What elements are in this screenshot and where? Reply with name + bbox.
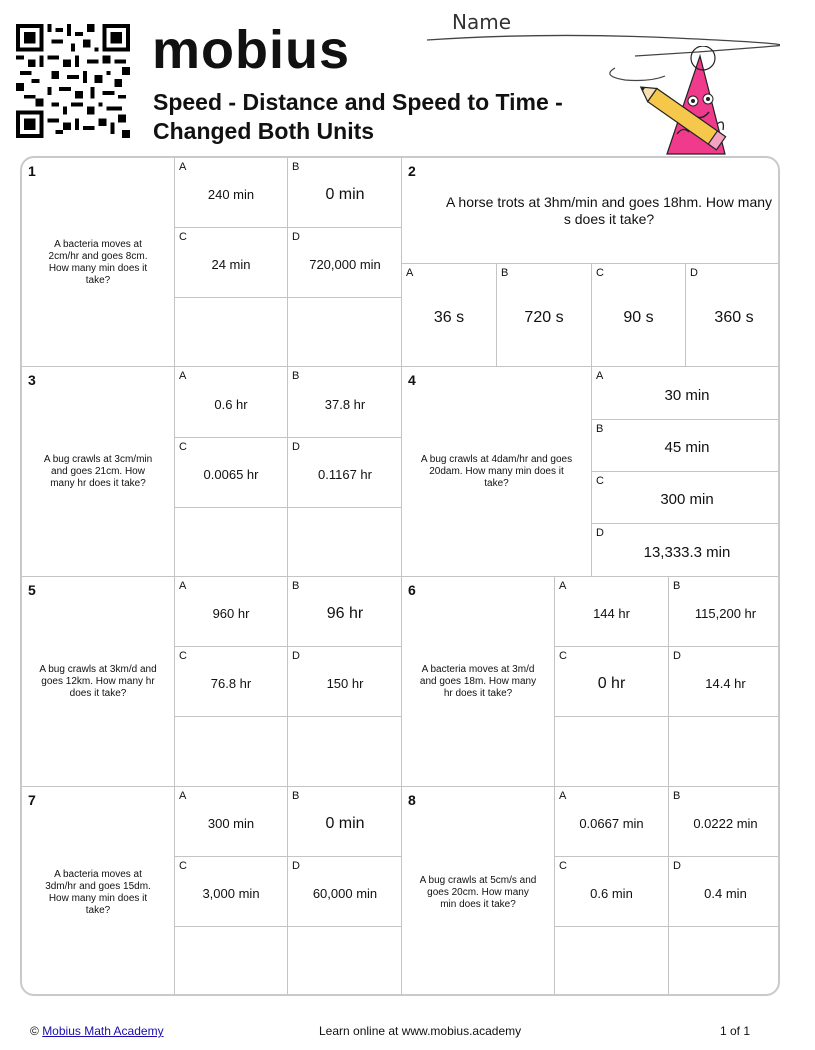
working-space	[554, 716, 668, 787]
answer-a[interactable]	[554, 787, 668, 856]
answer-a[interactable]	[174, 158, 287, 227]
problem-number: 7	[28, 792, 36, 808]
working-space	[287, 507, 402, 577]
question-text: A bacteria moves at 3m/d and goes 18m. How many hr does it take?	[419, 664, 537, 699]
working-space	[174, 716, 287, 787]
answer-value: 0.6 hr	[214, 396, 248, 412]
option-letter: C	[179, 231, 187, 243]
option-letter: D	[292, 650, 300, 662]
answer-value: 240 min	[207, 187, 255, 202]
answer-b[interactable]	[287, 158, 402, 227]
worksheet-title	[153, 88, 623, 146]
answer-b[interactable]	[287, 577, 402, 646]
answer-value: 720 s	[524, 308, 564, 326]
question-text: A bacteria moves at 3dm/hr and goes 15dm. How many min does it take?	[45, 868, 151, 916]
answer-value: 0 hr	[597, 674, 626, 692]
option-letter: D	[292, 441, 300, 453]
option-letter: C	[179, 441, 187, 453]
option-letter: C	[179, 860, 187, 872]
option-letter: B	[292, 161, 300, 173]
answer-value: 96 hr	[326, 604, 364, 622]
answer-value: 36 s	[433, 308, 465, 326]
answer-value: 24 min	[211, 257, 251, 272]
answer-b[interactable]	[591, 419, 780, 471]
working-space	[668, 926, 780, 996]
answer-c[interactable]	[554, 646, 668, 716]
answer-a[interactable]	[554, 577, 668, 646]
option-letter: B	[673, 790, 681, 802]
option-letter: D	[690, 267, 698, 279]
answer-b[interactable]	[668, 577, 780, 646]
answer-d[interactable]	[287, 856, 402, 926]
answer-value: 60,000 min	[312, 886, 378, 901]
answer-d[interactable]	[287, 227, 402, 297]
question-text: A bug crawls at 3km/d and goes 12km. How many hr does it take?	[39, 664, 157, 699]
answer-b[interactable]	[496, 263, 591, 367]
footer-copyright	[30, 1024, 164, 1038]
answer-value: 0 min	[325, 814, 365, 832]
option-letter: A	[596, 370, 604, 382]
option-letter: B	[596, 423, 604, 435]
answer-value: 0.4 min	[704, 886, 747, 901]
option-letter: B	[673, 580, 681, 592]
answer-value: 3,000 min	[202, 886, 260, 901]
working-space	[174, 926, 287, 996]
answer-value: 115,200 hr	[694, 606, 757, 621]
qr-code	[16, 24, 130, 138]
answer-c[interactable]	[591, 471, 780, 523]
answer-value: 0.0222 min	[693, 816, 758, 831]
option-letter: B	[501, 267, 509, 279]
option-letter: D	[596, 527, 604, 539]
answer-value: 76.8 hr	[210, 676, 252, 691]
answer-b[interactable]	[668, 787, 780, 856]
copyright-symbol: ©	[30, 1024, 39, 1038]
problem-grid	[20, 156, 780, 996]
option-letter: A	[559, 580, 567, 592]
answer-value: 300 min	[207, 816, 255, 831]
problem-2	[402, 158, 780, 367]
footer-page-number: 1 of 1	[720, 1024, 751, 1038]
option-letter: D	[292, 860, 300, 872]
answer-a[interactable]	[174, 367, 287, 437]
option-letter: A	[179, 580, 187, 592]
answer-value: 960 hr	[212, 606, 250, 621]
mobius-logo	[152, 20, 350, 80]
title-line-1: Speed - Distance and Speed to Time -	[153, 89, 563, 115]
question-text: A bug crawls at 5cm/s and goes 20cm. How many min does it take?	[419, 874, 537, 910]
working-space	[668, 716, 780, 787]
option-letter: C	[596, 267, 604, 279]
answer-c[interactable]	[554, 856, 668, 926]
problem-3	[22, 367, 402, 577]
answer-a[interactable]	[174, 787, 287, 856]
answer-c[interactable]	[174, 437, 287, 507]
problem-number: 5	[28, 582, 36, 598]
option-letter: A	[179, 370, 187, 382]
answer-value: 14.4 hr	[705, 676, 746, 691]
option-letter: D	[292, 231, 300, 243]
question-text: A bug crawls at 3cm/min and goes 21cm. How many hr does it take?	[43, 454, 153, 489]
answer-value: 45 min	[664, 439, 710, 456]
working-space	[554, 926, 668, 996]
answer-d[interactable]	[591, 523, 780, 577]
answer-value: 150 hr	[326, 676, 364, 691]
answer-d[interactable]	[287, 646, 402, 716]
problem-1	[22, 158, 402, 367]
answer-value: 13,333.3 min	[643, 544, 731, 561]
answer-value: 720,000 min	[309, 257, 381, 272]
option-letter: C	[179, 650, 187, 662]
option-letter: A	[559, 790, 567, 802]
answer-value: 360 s	[714, 308, 754, 326]
working-space	[287, 926, 402, 996]
problem-5	[22, 577, 402, 787]
pencil-mascot-icon	[605, 46, 735, 158]
answer-d[interactable]	[668, 856, 780, 926]
answer-c[interactable]	[174, 646, 287, 716]
problem-number: 6	[408, 582, 416, 598]
answer-a[interactable]	[174, 577, 287, 646]
problem-number: 3	[28, 372, 36, 388]
option-letter: C	[596, 475, 604, 487]
answer-value: 0.1167 hr	[318, 467, 372, 482]
problem-7	[22, 787, 402, 996]
answer-value: 0 min	[325, 185, 365, 203]
working-space	[287, 297, 402, 367]
problem-number: 2	[408, 163, 416, 179]
problem-number: 4	[408, 372, 416, 388]
problem-6	[402, 577, 780, 787]
problem-number: 1	[28, 163, 36, 179]
answer-d[interactable]	[668, 646, 780, 716]
problem-number: 8	[408, 792, 416, 808]
option-letter: A	[406, 267, 414, 279]
answer-value: 300 min	[660, 491, 714, 508]
answer-c[interactable]	[591, 263, 685, 367]
working-space	[287, 716, 402, 787]
option-letter: B	[292, 580, 300, 592]
academy-link[interactable]: Mobius Math Academy	[42, 1024, 164, 1038]
answer-a[interactable]	[402, 263, 496, 367]
answer-b[interactable]	[287, 367, 402, 437]
option-letter: A	[179, 790, 187, 802]
name-label: Name	[452, 10, 512, 34]
answer-a[interactable]	[591, 367, 780, 419]
option-letter: B	[292, 790, 300, 802]
answer-c[interactable]	[174, 856, 287, 926]
working-space	[174, 297, 287, 367]
answer-value: 144 hr	[593, 606, 630, 621]
option-letter: A	[179, 161, 187, 173]
option-letter: C	[559, 650, 567, 662]
option-letter: D	[673, 860, 681, 872]
option-letter: B	[292, 370, 300, 382]
title-line-2: Changed Both Units	[153, 118, 375, 144]
option-letter: C	[559, 860, 567, 872]
option-letter: D	[673, 650, 681, 662]
working-space	[174, 507, 287, 577]
answer-c[interactable]	[174, 227, 287, 297]
answer-d[interactable]	[287, 437, 402, 507]
answer-b[interactable]	[287, 787, 402, 856]
footer-learn-online: Learn online at www.mobius.academy	[319, 1024, 522, 1038]
problem-8	[402, 787, 780, 996]
question-text: A bug crawls at 4dam/hr and goes 20dam. How many min does it take?	[420, 454, 573, 489]
answer-value: 0.0065 hr	[203, 467, 259, 482]
logo-text: mobius	[152, 20, 351, 80]
answer-value: 37.8 hr	[324, 396, 366, 412]
question-text: A bacteria moves at 2cm/hr and goes 8cm. How many min does it take?	[48, 238, 148, 286]
answer-value: 0.6 min	[590, 886, 633, 901]
problem-4	[402, 367, 780, 577]
answer-d[interactable]	[685, 263, 780, 367]
question-text: A horse trots at 3hm/min and goes 18hm. How many s does it take?	[445, 193, 773, 227]
answer-value: 0.0667 min	[579, 816, 644, 831]
answer-value: 30 min	[664, 386, 710, 404]
answer-value: 90 s	[623, 308, 654, 326]
